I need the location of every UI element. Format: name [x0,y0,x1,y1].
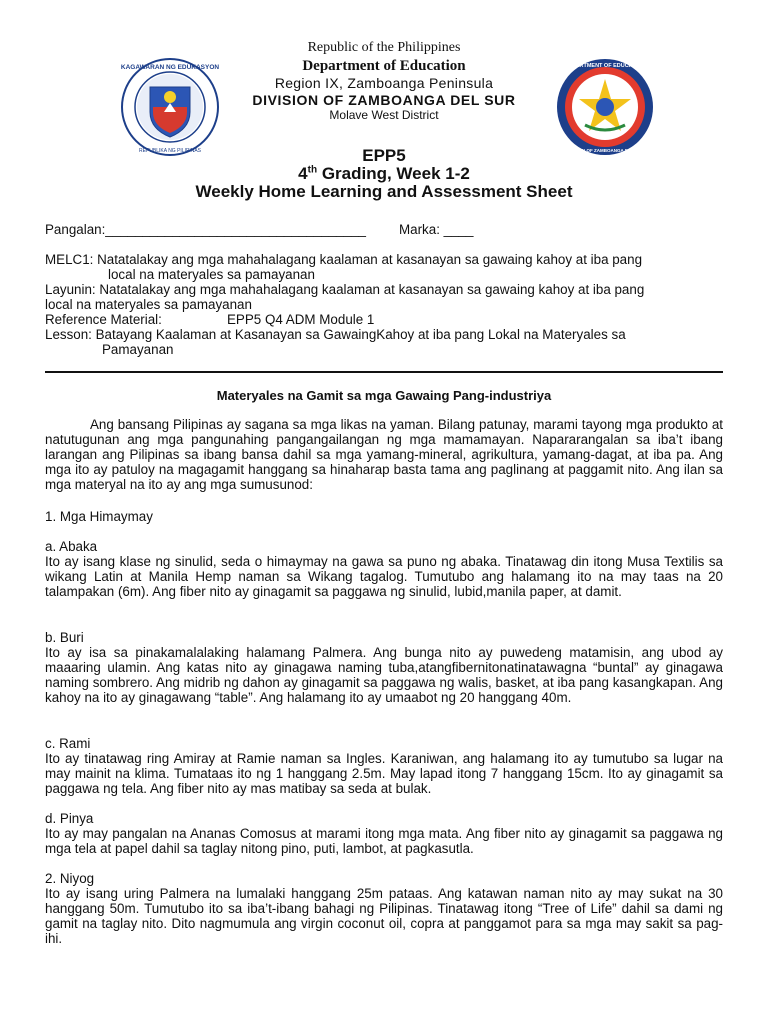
score-field-label: Marka: ____ [399,222,474,237]
department-heading: Department of Education [302,58,466,74]
republic-heading: Republic of the Philippines [307,40,461,55]
reference-value: EPP5 Q4 ADM Module 1 [227,312,375,327]
seal-text-top: KAGAWARAN NG EDUKASYON [120,64,220,71]
grading-title [0,164,768,184]
grading-rest: Grading, Week 1-2 [317,164,470,183]
sheet-title: Weekly Home Learning and Assessment Sheet [195,182,573,201]
division-heading: DIVISION OF ZAMBOANGA DEL SUR [252,92,516,108]
abaka-paragraph: Ito ay isang klase ng sinulid, seda o himaymay na gawa sa puno ng abaka. Tinatawag din itong Musa Textilis sa wikang Latin at Manila Hemp naman sa Wikang tagalog. Tumutubo ang halamang ito na may taas na 20 talampakan (6m). Ang fiber nito ay ginagamit sa paggawa ng sinulid, lubid,manila paper, at damit. [45,554,723,599]
rami-paragraph: Ito ay tinatawag ring Amiray at Ramie naman sa Ingles. Karaniwan, ang halamang ito ay tumutubo sa lugar na may mainit na klima. Tumataas ito ng 1 hanggang 2.5m. May lapad itong 7 hanggang 15cm. Ito ay ginagamit sa paggawa ng tela. Ang fiber nito ay mas matibay sa seda at bulak. [45,751,723,796]
intro-paragraph: Ang bansang Pilipinas ay sagana sa mga likas na yaman. Bilang patunay, marami tayong mga produkto at natutugunan ang mga pangunahing pangangailangan ng mga mamamayan. Napararangalan sa iba’t ibang larangan ang Pilipinas sa ibang bansa dahil sa mga yamang-mineral, agrikultura, yamang-dagat, at iba pa. Ang mga ito ay patuloy na magagamit hanggang sa hinaharap basta tama ang paglinang at paggamit nito. Ang ilan sa mga materyal na ito ay ang mga sumusunod: [45,417,723,492]
pinya-paragraph: Ito ay may pangalan na Ananas Comosus at marami itong mga mata. Ang fiber nito ay ginagamit sa paggawa ng mga tela at papel dahil sa taglay nitong pino, puti, lambot, at pagkasutla. [45,826,723,856]
divider-line [45,371,723,373]
heading-himaymay: 1. Mga Himaymay [45,509,153,524]
region-heading: Region IX, Zamboanga Peninsula [274,75,494,91]
melc-line-2: local na materyales sa pamayanan [108,267,315,282]
lesson-line-2: Pamayanan [102,342,174,357]
buri-paragraph: Ito ay isa sa pinakamalalaking halamang Palmera. Ang bunga nito ay puwedeng matamisin, ang ubod ay maaaring ulamin. Ang katas nito ay ginagawa naming tuba,atangfibernitonatinatawagna “buntal” ay ginagawa naming sombrero. Ang midrib ng dahon ay ginagamit sa paggawa ng walis, basket, at iba pang kasangkapan. Ang kahoy na ito ay ginagawang “table”. Ang halamang ito ay umaabot ng 20 hanggang 40m. [45,645,723,705]
buri-title: b. Buri [45,630,84,645]
grading-number: 4 [298,164,308,183]
niyog-title: 2. Niyog [45,871,95,886]
seal-text-bottom: DIVISION OF ZAMBOANGA DEL SUR [565,148,645,153]
rami-title: c. Rami [45,736,91,751]
section-title: Materyales na Gamit sa mga Gawaing Pang-industriya [216,388,552,403]
name-field-label: Pangalan:___________________________________ [45,222,366,237]
grading-suffix: th [307,164,318,176]
reference-label: Reference Material: [45,312,162,327]
seal-text-bottom: REPUBLIKA NG PILIPINAS [139,148,201,154]
niyog-paragraph: Ito ay isang uring Palmera na lumalaki hanggang 25m pataas. Ang katawan naman nito ay may sukat na 30 hanggang 50m. Tumutubo ito sa iba’t-ibang bahagi ng Pilipinas. Tinatawag itong “Tree of Life” dahil sa dami ng gamit na taglay nito. Dito nagmumula ang virgin coconut oil, copra at panggamot para sa mga may sakit sa pag-ihi. [45,886,723,946]
abaka-title: a. Abaka [45,539,98,554]
layunin-line-2: local na materyales sa pamayanan [45,297,252,312]
subject-title: EPP5 [362,146,406,165]
pinya-title: d. Pinya [45,811,94,826]
seal-text-top: DEPARTMENT OF EDUCATION [564,63,646,69]
lesson-line-1: Lesson: Batayang Kaalaman at Kasanayan sa GawaingKahoy at iba pang Lokal na Materyales sa [45,327,626,342]
melc-line-1: MELC1: Natatalakay ang mga mahahalagang kaalaman at kasanayan sa gawaing kahoy at iba pang [45,252,643,267]
district-heading: Molave West District [329,108,439,122]
layunin-line-1: Layunin: Natatalakay ang mga mahahalagang kaalaman at kasanayan sa gawaing kahoy at iba pang [45,282,645,297]
